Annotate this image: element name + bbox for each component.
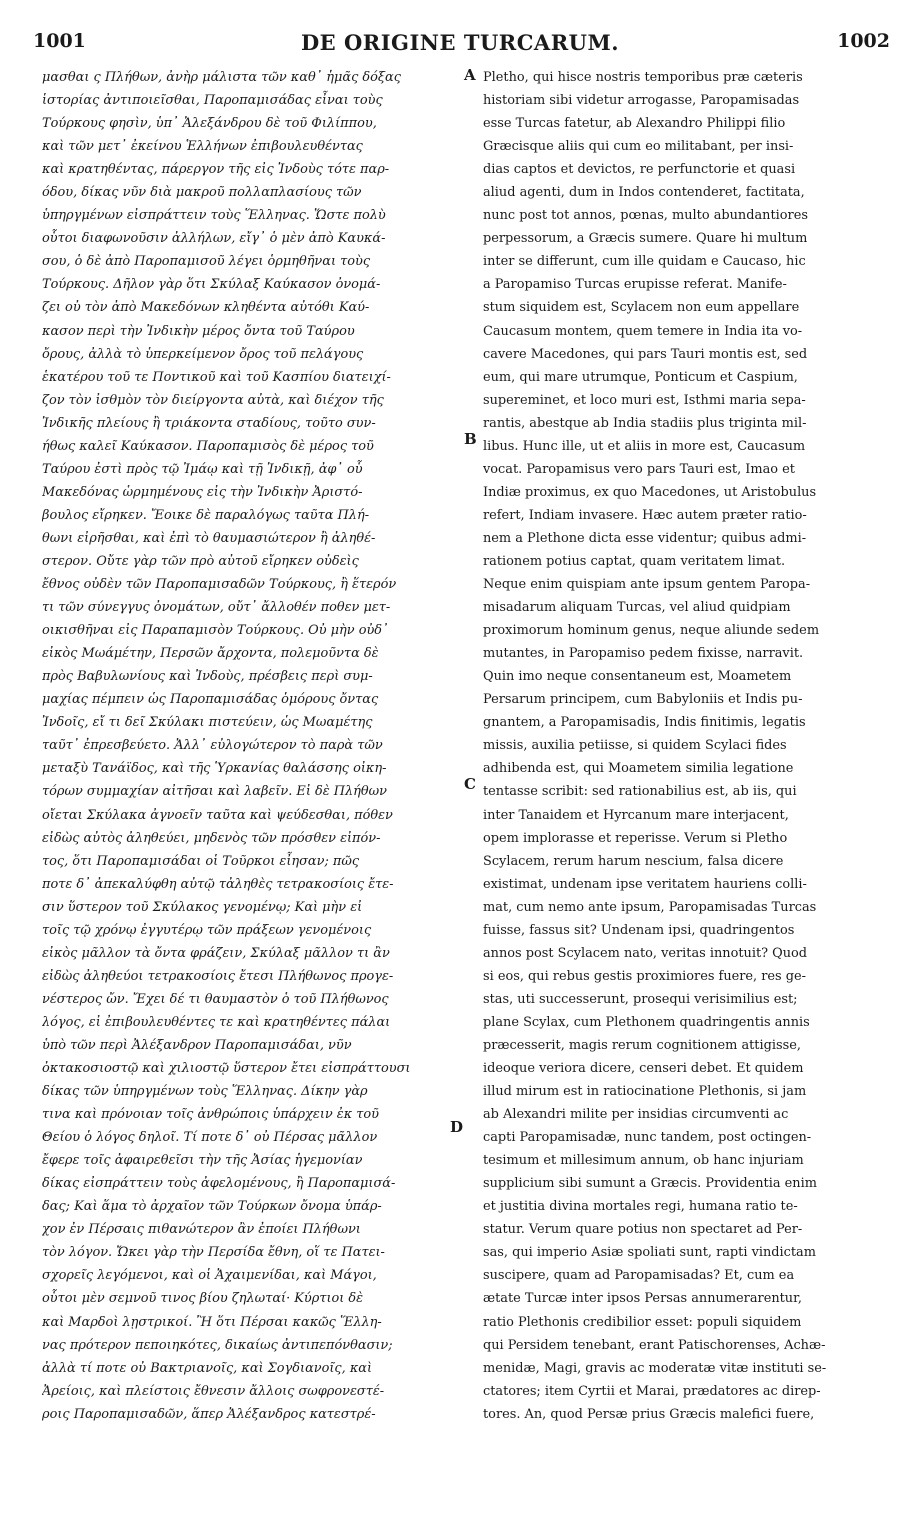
latin-text-line: nem a Plethone dicta esse videntur; quibus admi-: [483, 530, 807, 546]
greek-text-line: ἱστορίας ἀντιποιεῖσθαι, Παροπαμισάδας εἶναι τοὺς: [42, 93, 383, 109]
greek-text-line: τινα καὶ πρόνοιαν τοῖς ἀνθρώποις ὑπάρχειν ἐκ τοῦ: [42, 1107, 380, 1123]
greek-text-line: μασθαι ς Πλήθων, ἀνὴρ μάλιστα τῶν καθ᾽ ἡμᾶς δόξας: [42, 70, 401, 85]
greek-text-line: Τούρκους. Δῆλον γὰρ ὅτι Σκύλαξ Καύκασον ὀνομά-: [42, 277, 381, 293]
latin-text-line: tentasse scribit: sed rationabilius est, ab iis, qui: [483, 784, 797, 800]
greek-text-line: οὗτοι μὲν σεμνοῦ τινος βίου ζηλωταί· Κύρτιοι δὲ: [42, 1291, 364, 1307]
latin-text-line: illud mirum est in ratiocinatione Plethonis, si jam: [483, 1084, 807, 1100]
greek-text-line: στερον. Οὔτε γὰρ τῶν πρὸ αὐτοῦ εἴρηκεν οὐδεὶς: [42, 553, 359, 569]
greek-text-line: μεταξὺ Τανάϊδος, καὶ τῆς Ὑρκανίας θαλάσσης οἰκη-: [42, 761, 387, 777]
greek-text-line: ὄρους, ἀλλὰ τὸ ὑπερκείμενον ὄρος τοῦ πελάγους: [42, 346, 364, 362]
latin-text-line: proximorum hominum genus, neque aliunde sedem: [483, 623, 820, 639]
greek-text-line: νέστερος ὤν. Ἔχει δέ τι θαυμαστὸν ὁ τοῦ Πλήθωνος: [42, 991, 389, 1007]
latin-text-line: vocat. Paropamisus vero pars Tauri est, Imao et: [483, 461, 795, 477]
greek-text-line: οἴεται Σκύλακα ἀγνοεῖν ταῦτα καὶ ψεύδεσθαι, πόθεν: [42, 807, 393, 823]
greek-text-line: Ἰνδικῆς πλείους ἢ τριάκοντα σταδίους, τοῦτο συν-: [42, 415, 376, 431]
latin-text-line: Indiæ proximus, ex quo Macedones, ut Aristobulus: [483, 484, 817, 500]
greek-text-line: μαχίας πέμπειν ὡς Παροπαμισάδας ὁμόρους ὄντας: [42, 692, 379, 708]
latin-text-line: Persarum principem, cum Babyloniis et Indis pu-: [483, 692, 803, 708]
latin-text-line: rationem potius captat, quam veritatem limat.: [483, 553, 786, 569]
greek-text-line: τοῖς τῷ χρόνῳ ἐγγυτέρῳ τῶν πράξεων γενομένοις: [42, 922, 372, 938]
latin-text-line: statur. Verum quare potius non spectaret ad Per-: [483, 1222, 803, 1238]
latin-text-line: Caucasum montem, quem temere in India ita vo-: [483, 323, 803, 339]
latin-text-line: dias captos et devictos, re perfunctorie et quasi: [483, 162, 796, 178]
page-header: [0, 30, 920, 62]
running-title: DE ORIGINE TURCARUM.: [300, 30, 620, 55]
greek-text-column: [42, 66, 462, 1426]
greek-text-line: εἰδὼς αὐτὸς ἀληθεύει, μηδενὸς τῶν πρόσθεν εἰπόν-: [42, 830, 381, 846]
latin-text-line: sas, qui imperio Asiæ spoliati sunt, rapti vindictam: [483, 1245, 816, 1261]
latin-text-line: fuisse, fassus sit? Undenam ipsi, quadringentos: [483, 922, 795, 938]
greek-text-line: τὸν λόγον. Ὤκει γὰρ τὴν Περσίδα ἔθνη, οἵ τε Πατει-: [42, 1245, 385, 1261]
latin-text-line: historiam sibi videtur arrogasse, Paropamisadas: [483, 93, 800, 109]
greek-text-line: καὶ Μαρδοὶ λῃστρικοί. Ἢ ὅτι Πέρσαι κακῶς Ἕλλη-: [42, 1314, 382, 1330]
latin-text-line: mat, cum nemo ante ipsum, Paropamisadas Turcas: [483, 899, 817, 915]
page-number-left: 1001: [33, 30, 86, 52]
greek-text-line: δας; Καὶ ἅμα τὸ ἀρχαῖον τῶν Τούρκων ὄνομα ὑπάρ-: [42, 1199, 382, 1215]
greek-text-line: τος, ὅτι Παροπαμισάδαι οἱ Τοῦρκοι εἶησαν; πῶς: [42, 853, 360, 869]
page-number-right: 1002: [837, 30, 890, 52]
latin-text-line: stas, uti successerunt, prosequi verisimilius est;: [483, 991, 798, 1007]
margin-marker-b: B: [464, 430, 477, 448]
greek-text-line: ροις Παροπαμισαδῶν, ἅπερ Ἀλέξανδρος κατεστρέ-: [42, 1406, 376, 1422]
greek-text-line: ἔφερε τοῖς ἀφαιρεθεῖσι τὴν τῆς Ἀσίας ἡγεμονίαν: [42, 1153, 363, 1169]
latin-text-line: ratio Plethonis credibilior esset: populi siquidem: [483, 1314, 802, 1330]
greek-text-line: ὀκτακοσιοστῷ καὶ χιλιοστῷ ὕστερον ἔτει εἰσπράττουσι: [42, 1061, 411, 1077]
latin-text-line: tores. An, quod Persæ prius Græcis malefici fuere,: [483, 1406, 815, 1422]
latin-text-line: ab Alexandri milite per insidias circumventi ac: [483, 1107, 789, 1123]
greek-text-line: κασον περὶ τὴν Ἰνδικὴν μέρος ὄντα τοῦ Ταύρου: [42, 323, 355, 339]
latin-text-column: [483, 66, 895, 1426]
greek-text-line: οικισθῆναι εἰς Παραπαμισὸν Τούρκους. Οὐ μὴν οὐδ᾽: [42, 623, 389, 639]
greek-text-line: τι τῶν σύνεγγυς ὀνομάτων, οὔτ᾽ ἄλλοθέν ποθεν μετ-: [42, 600, 391, 616]
greek-text-line: θωνι εἰρῆσθαι, καὶ ἐπὶ τὸ θαυμασιώτερον ἢ ἀληθέ-: [42, 530, 376, 546]
latin-text-line: præcesserit, magis rerum cognitionem attigisse,: [483, 1037, 801, 1053]
latin-text-line: misadarum aliquam Turcas, vel aliud quidpiam: [483, 600, 791, 616]
greek-text-line: Μακεδόνας ὡρμημένους εἰς τὴν Ἰνδικὴν Ἀριστό-: [42, 484, 363, 500]
greek-text-line: νας πρότερον πεποιηκότες, δικαίως ἀντιπεπόνθασιν;: [42, 1337, 393, 1353]
latin-text-line: inter se differunt, cum ille quidam e Caucaso, hic: [483, 254, 806, 270]
latin-text-line: rantis, abestque ab India stadiis plus triginta mil-: [483, 415, 807, 431]
greek-text-line: ἀλλὰ τί ποτε οὐ Βακτριανοῖς, καὶ Σογδιανοῖς, καὶ: [42, 1360, 373, 1376]
greek-text-line: Τούρκους φησὶν, ὑπ᾽ Ἀλεξάνδρου δὲ τοῦ Φιλίππου,: [42, 116, 377, 132]
latin-text-line: tesimum et millesimum annum, ob hanc injuriam: [483, 1153, 804, 1169]
latin-text-line: a Paropamiso Turcas erupisse referat. Manife-: [483, 277, 787, 293]
latin-text-line: supplicium sibi sumunt a Græcis. Providentia enim: [483, 1176, 817, 1192]
greek-text-line: πρὸς Βαβυλωνίους καὶ Ἰνδοὺς, πρέσβεις περὶ συμ-: [42, 669, 373, 685]
latin-text-line: menidæ, Magi, gravis ac moderatæ vitæ instituti se-: [483, 1360, 827, 1376]
greek-text-line: Θείου ὁ λόγος δηλοῖ. Τί ποτε δ᾽ οὐ Πέρσας μᾶλλον: [42, 1130, 378, 1146]
greek-text-line: σιν ὕστερον τοῦ Σκύλακος γενομένῳ; Καὶ μὴν εἰ: [42, 899, 363, 915]
latin-text-line: si eos, qui rebus gestis proximiores fuere, res ge-: [483, 968, 806, 984]
latin-text-line: plane Scylax, cum Plethonem quadringentis annis: [483, 1014, 810, 1030]
latin-text-line: et justitia divina mortales regi, humana ratio te-: [483, 1199, 798, 1215]
greek-text-line: δίκας τῶν ὑπηργμένων τοὺς Ἕλληνας. Δίκην γὰρ: [42, 1084, 368, 1100]
latin-text-line: ætate Turcæ inter ipsos Persas annumerarentur,: [483, 1291, 802, 1307]
greek-text-line: τόρων συμμαχίαν αἰτῆσαι καὶ λαβεῖν. Εἰ δὲ Πλήθων: [42, 784, 388, 800]
greek-text-line: δίκας εἰσπράττειν τοὺς ἀφελομένους, ἢ Παροπαμισά-: [42, 1176, 396, 1192]
latin-text-line: nunc post tot annos, pœnas, multo abundantiores: [483, 208, 808, 224]
latin-text-line: mutantes, in Paropamiso pedem fixisse, narravit.: [483, 646, 804, 662]
margin-marker-a: A: [464, 66, 476, 84]
greek-text-line: ὑπὸ τῶν περὶ Ἀλέξανδρον Παροπαμισάδαι, νῦν: [42, 1037, 352, 1053]
margin-marker-d: D: [450, 1118, 464, 1136]
latin-text-line: refert, Indiam invasere. Hæc autem præter ratio-: [483, 507, 807, 523]
latin-text-line: existimat, undenam ipse veritatem hauriens colli-: [483, 876, 807, 892]
greek-text-line: λόγος, εἰ ἐπιβουλευθέντες τε καὶ κρατηθέντες πάλαι: [42, 1014, 391, 1030]
latin-text-line: aliud agenti, dum in Indos contenderet, factitata,: [483, 185, 805, 201]
greek-text-line: σχορεῖς λεγόμενοι, καὶ οἱ Ἀχαιμενίδαι, καὶ Μάγοι,: [42, 1268, 377, 1284]
greek-text-line: ζον τὸν ἰσθμὸν τὸν διείργοντα αὐτὰ, καὶ διέχον τῆς: [42, 392, 384, 408]
greek-text-line: ὑπηργμένων εἰσπράττειν τοὺς Ἕλληνας. Ὥστε πολὺ: [42, 208, 386, 224]
latin-text-line: adhibenda est, qui Moametem similia legatione: [483, 761, 794, 777]
latin-text-line: ctatores; item Cyrtii et Marai, prædatores ac direp-: [483, 1383, 821, 1399]
latin-text-line: gnantem, a Paropamisadis, Indis finitimis, legatis: [483, 715, 806, 731]
greek-text-line: οὗτοι διαφωνοῦσιν ἀλλήλων, εἴγ᾽ ὁ μὲν ἀπὸ Καυκά-: [42, 231, 386, 247]
greek-text-line: Ἀρείοις, καὶ πλείστοις ἔθνεσιν ἄλλοις σωφρονεστέ-: [42, 1383, 385, 1399]
latin-text-line: annos post Scylacem nato, veritas innotuit? Quod: [483, 945, 808, 961]
greek-text-line: σου, ὁ δὲ ἀπὸ Παροπαμισοῦ λέγει ὁρμηθῆναι τοὺς: [42, 254, 371, 270]
greek-text-line: ήθως καλεῖ Καύκασον. Παροπαμισὸς δὲ μέρος τοῦ: [42, 438, 374, 454]
greek-text-line: καὶ τῶν μετ᾽ ἐκείνου Ἑλλήνων ἐπιβουλευθέντας: [42, 139, 363, 155]
latin-text-line: qui Persidem tenebant, erant Patischorenses, Achæ-: [483, 1337, 826, 1353]
latin-text-line: ideoque veriora dicere, censeri debet. Et quidem: [483, 1061, 804, 1077]
latin-text-line: suscipere, quam ad Paropamisadas? Et, cum ea: [483, 1268, 795, 1284]
latin-text-line: Pletho, qui hisce nostris temporibus præ cæteris: [483, 70, 803, 85]
greek-text-line: Ταύρου ἐστὶ πρὸς τῷ Ἰμάῳ καὶ τῇ Ἰνδικῇ, ἀφ᾽ οὗ: [42, 461, 363, 477]
latin-text-line: Quin imo neque consentaneum est, Moametem: [483, 669, 792, 685]
latin-text-line: capti Paropamisadæ, nunc tandem, post octingen-: [483, 1130, 812, 1146]
greek-text-line: χον ἐν Πέρσαις πιθανώτερον ἂν ἐποίει Πλήθωνι: [42, 1222, 361, 1238]
margin-marker-c: C: [464, 775, 476, 793]
latin-text-line: Scylacem, rerum harum nescium, falsa dicere: [483, 853, 784, 869]
latin-text-line: opem implorasse et reperisse. Verum si Pletho: [483, 830, 788, 846]
latin-text-line: esse Turcas fatetur, ab Alexandro Philippi filio: [483, 116, 786, 132]
greek-text-line: εἰκὸς μᾶλλον τὰ ὄντα φράζειν, Σκύλαξ μᾶλλον τι ἂν: [42, 945, 390, 961]
latin-text-line: perpessorum, a Græcis sumere. Quare hi multum: [483, 231, 808, 247]
latin-text-line: Græcisque aliis qui cum eo militabant, per insi-: [483, 139, 794, 155]
greek-text-line: όδου, δίκας νῦν διὰ μακροῦ πολλαπλασίους τῶν: [42, 185, 362, 201]
greek-text-line: ἑκατέρου τοῦ τε Ποντικοῦ καὶ τοῦ Κασπίου διατειχί-: [42, 369, 391, 385]
greek-text-line: ταῦτ᾽ ἐπρεσβεύετο. Ἀλλ᾽ εὐλογώτερον τὸ παρὰ τῶν: [42, 738, 383, 754]
greek-text-line: ἔθνος οὐδὲν τῶν Παροπαμισαδῶν Τούρκους, ἢ ἕτερόν: [42, 577, 397, 593]
greek-text-line: εἰκὸς Μωάμέτην, Περσῶν ἄρχοντα, πολεμοῦντα δὲ: [42, 646, 379, 662]
greek-text-line: καὶ κρατηθέντας, πάρεργον τῆς εἰς Ἰνδοὺς τότε παρ-: [42, 162, 390, 178]
latin-text-line: supereminet, et loco muri est, Isthmi maria sepa-: [483, 392, 806, 408]
greek-text-line: Ἰνδοῖς, εἴ τι δεῖ Σκύλακι πιστεύειν, ὡς Μωαμέτης: [42, 715, 373, 731]
latin-text-line: cavere Macedones, qui pars Tauri montis est, sed: [483, 346, 808, 362]
greek-text-line: εἰδὼς ἀληθεύοι τετρακοσίοις ἔτεσι Πλήθωνος προγε-: [42, 968, 394, 984]
latin-text-line: eum, qui mare utrumque, Ponticum et Caspium,: [483, 369, 798, 385]
greek-text-line: βουλος εἴρηκεν. Ἔοικε δὲ παραλόγως ταῦτα Πλή-: [42, 507, 370, 523]
greek-text-line: ποτε δ᾽ ἀπεκαλύφθη αὐτῷ τἀληθὲς τετρακοσίοις ἔτε-: [42, 876, 394, 892]
latin-text-line: libus. Hunc ille, ut et aliis in more est, Caucasum: [483, 438, 806, 454]
latin-text-line: missis, auxilia petiisse, si quidem Scylaci fides: [483, 738, 787, 754]
latin-text-line: stum siquidem est, Scylacem non eum appellare: [483, 300, 800, 316]
latin-text-line: inter Tanaidem et Hyrcanum mare interjacent,: [483, 807, 789, 823]
greek-text-line: ζει οὐ τὸν ἀπὸ Μακεδόνων κληθέντα αὐτόθι Καύ-: [42, 300, 370, 316]
latin-text-line: Neque enim quispiam ante ipsum gentem Paropa-: [483, 577, 811, 593]
